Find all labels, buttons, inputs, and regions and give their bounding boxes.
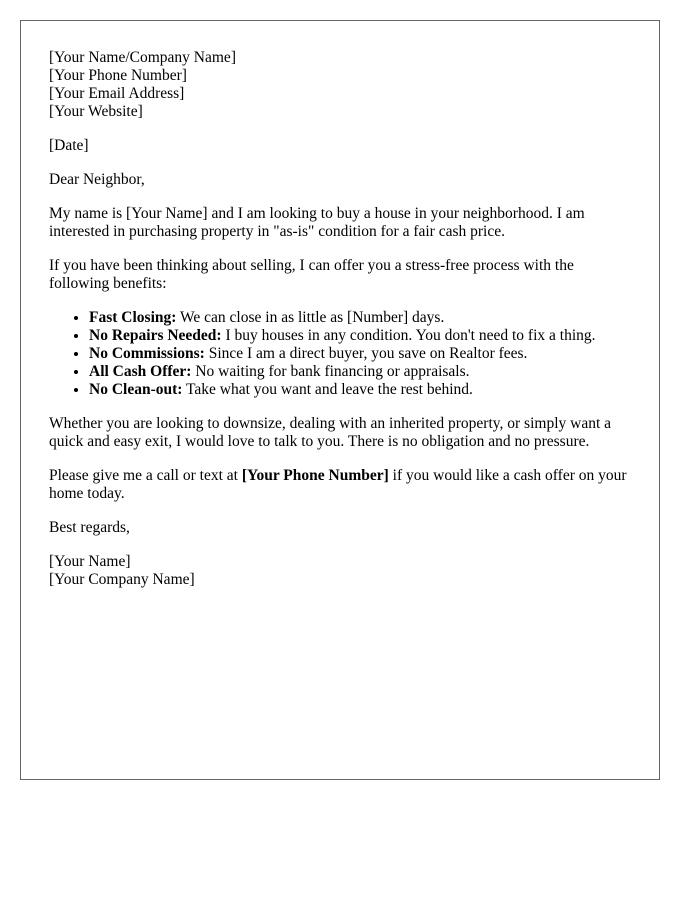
closing: Best regards, [49, 519, 130, 536]
letter-date: [Date] [49, 137, 89, 154]
signature-company: [Your Company Name] [49, 571, 195, 588]
benefit-text: I buy houses in any condition. You don't need to fix a thing. [221, 327, 596, 344]
cta-text-before: Please give me a call or text at [49, 467, 242, 484]
sender-block [49, 49, 631, 121]
cta-phone: [Your Phone Number] [241, 467, 389, 484]
salutation: Dear Neighbor, [49, 171, 145, 188]
intro-paragraph: My name is [Your Name] and I am looking to buy a house in your neighborhood. I am interested in purchasing property in "as-is" condition for a fair cash price. [49, 205, 585, 240]
benefit-item-no-clean-out [89, 381, 631, 399]
offer-paragraph: If you have been thinking about selling, I can offer you a stress-free process with the following benefits: [49, 257, 574, 292]
sender-phone: [Your Phone Number] [49, 67, 187, 84]
benefit-item-cash-offer [89, 363, 631, 381]
benefit-item-no-repairs [89, 327, 631, 345]
benefit-text: We can close in as little as [Number] days. [176, 309, 445, 326]
letter-page [20, 20, 660, 780]
signature-name: [Your Name] [49, 553, 131, 570]
benefit-title: All Cash Offer: [89, 363, 192, 380]
benefit-title: No Commissions: [89, 345, 205, 362]
benefit-item-no-commissions [89, 345, 631, 363]
call-to-action-paragraph [49, 467, 631, 503]
benefit-text: Take what you want and leave the rest behind. [182, 381, 473, 398]
sender-email: [Your Email Address] [49, 85, 185, 102]
cta-text-after: if you would like a cash offer on your home today. [49, 467, 627, 502]
benefit-title: Fast Closing: [89, 309, 177, 326]
benefit-title: No Clean-out: [89, 381, 183, 398]
benefit-text: Since I am a direct buyer, you save on Realtor fees. [204, 345, 528, 362]
sender-name: [Your Name/Company Name] [49, 49, 236, 66]
benefit-item-fast-closing [89, 309, 631, 327]
signature-block [49, 553, 631, 589]
benefits-list [49, 309, 631, 399]
benefit-title: No Repairs Needed: [89, 327, 222, 344]
benefit-text: No waiting for bank financing or appraisals. [191, 363, 470, 380]
situations-paragraph: Whether you are looking to downsize, dealing with an inherited property, or simply want a quick and easy exit, I would love to talk to you. There is no obligation and no pressure. [49, 415, 612, 450]
sender-website: [Your Website] [49, 103, 143, 120]
